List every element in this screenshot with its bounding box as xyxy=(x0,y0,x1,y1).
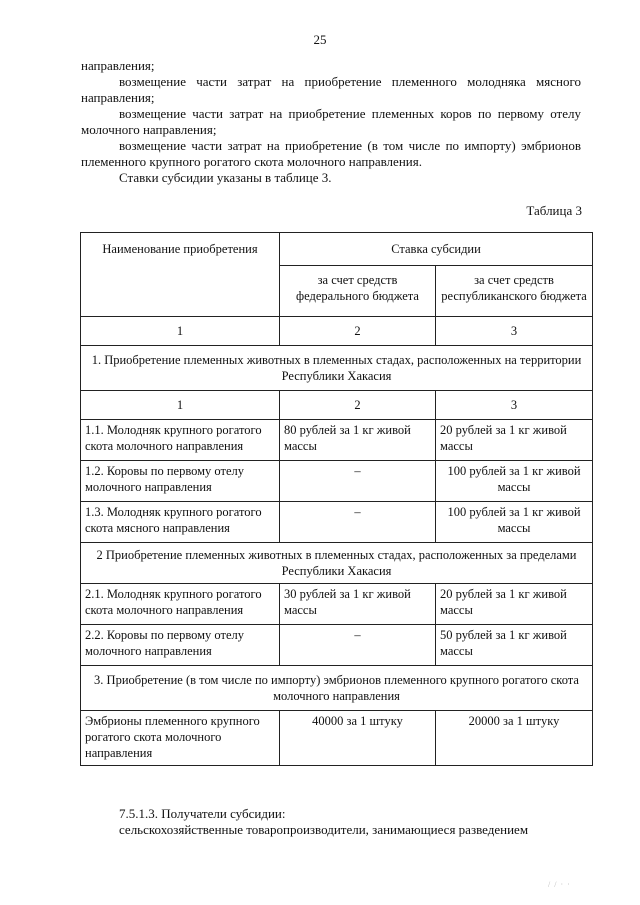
row-federal-cell: – xyxy=(280,625,436,666)
row-federal-cell: 40000 за 1 штуку xyxy=(280,711,436,766)
table-cell: 2 xyxy=(280,317,436,346)
section-title: 2 Приобретение племенных животных в племенных стадах, расположенных за пределами Республики Хакасия xyxy=(81,543,593,584)
table-row xyxy=(81,420,593,461)
row-name-cell: 1.1. Молодняк крупного рогатого скота молочного направления xyxy=(81,420,280,461)
page-number: 25 xyxy=(313,32,327,47)
paragraph: возмещение части затрат на приобретение племенных коров по первому отелу молочного направления; xyxy=(81,106,581,137)
table-header-row xyxy=(81,233,593,266)
table-row xyxy=(81,584,593,625)
section-title-row xyxy=(81,543,593,584)
column-number-row xyxy=(81,317,593,346)
table-cell: 1 xyxy=(81,391,280,420)
header-cell-republic: за счет средств республиканского бюджета xyxy=(436,266,593,317)
paragraph: Ставки субсидии указаны в таблице 3. xyxy=(119,170,332,185)
table-cell: 2 xyxy=(280,391,436,420)
paragraph: возмещение части затрат на приобретение племенного молодняка мясного направления; xyxy=(81,74,581,105)
row-name-cell: 1.2. Коровы по первому отелу молочного направления xyxy=(81,461,280,502)
row-republic-cell: 20 рублей за 1 кг живой массы xyxy=(436,584,593,625)
table-caption: Таблица 3 xyxy=(526,203,582,218)
table-row xyxy=(81,711,593,766)
table-row xyxy=(81,502,593,543)
row-republic-cell: 50 рублей за 1 кг живой массы xyxy=(436,625,593,666)
section-title: 3. Приобретение (в том числе по импорту) эмбрионов племенного крупного рогатого скота молочного направления xyxy=(81,666,593,711)
row-federal-cell: 30 рублей за 1 кг живой массы xyxy=(280,584,436,625)
paragraph: сельскохозяйственные товаропроизводители, занимающиеся разведением xyxy=(119,822,529,837)
row-federal-cell: – xyxy=(280,502,436,543)
paragraph: направления; xyxy=(81,58,155,73)
row-republic-cell: 20 рублей за 1 кг живой массы xyxy=(436,420,593,461)
section-title-row xyxy=(81,346,593,391)
table-row xyxy=(81,461,593,502)
subsidy-rates-table xyxy=(80,232,593,766)
header-cell-name: Наименование приобретения xyxy=(81,233,280,317)
row-federal-cell: – xyxy=(280,461,436,502)
row-name-cell: 1.3. Молодняк крупного рогатого скота мясного направления xyxy=(81,502,280,543)
table-cell: 3 xyxy=(436,391,593,420)
row-republic-cell: 20000 за 1 штуку xyxy=(436,711,593,766)
header-cell-rate: Ставка субсидии xyxy=(280,233,593,266)
row-republic-cell: 100 рублей за 1 кг живой массы xyxy=(436,502,593,543)
intro-text xyxy=(81,58,581,186)
scan-mark: / / · · xyxy=(548,880,571,889)
table-cell: 1 xyxy=(81,317,280,346)
row-name-cell: Эмбрионы племенного крупного рогатого скота молочного направления xyxy=(81,711,280,766)
paragraph: возмещение части затрат на приобретение (в том числе по импорту) эмбрионов племенного крупного рогатого скота молочного направления. xyxy=(81,138,581,169)
section-title-row xyxy=(81,666,593,711)
row-republic-cell: 100 рублей за 1 кг живой массы xyxy=(436,461,593,502)
row-federal-cell: 80 рублей за 1 кг живой массы xyxy=(280,420,436,461)
column-number-row xyxy=(81,391,593,420)
row-name-cell: 2.1. Молодняк крупного рогатого скота молочного направления xyxy=(81,584,280,625)
table-row xyxy=(81,625,593,666)
row-name-cell: 2.2. Коровы по первому отелу молочного направления xyxy=(81,625,280,666)
table-cell: 3 xyxy=(436,317,593,346)
section-title: 1. Приобретение племенных животных в племенных стадах, расположенных на территории Республики Хакасия xyxy=(81,346,593,391)
header-cell-federal: за счет средств федерального бюджета xyxy=(280,266,436,317)
paragraph: 7.5.1.3. Получатели субсидии: xyxy=(119,806,286,821)
after-table-text xyxy=(81,806,581,838)
